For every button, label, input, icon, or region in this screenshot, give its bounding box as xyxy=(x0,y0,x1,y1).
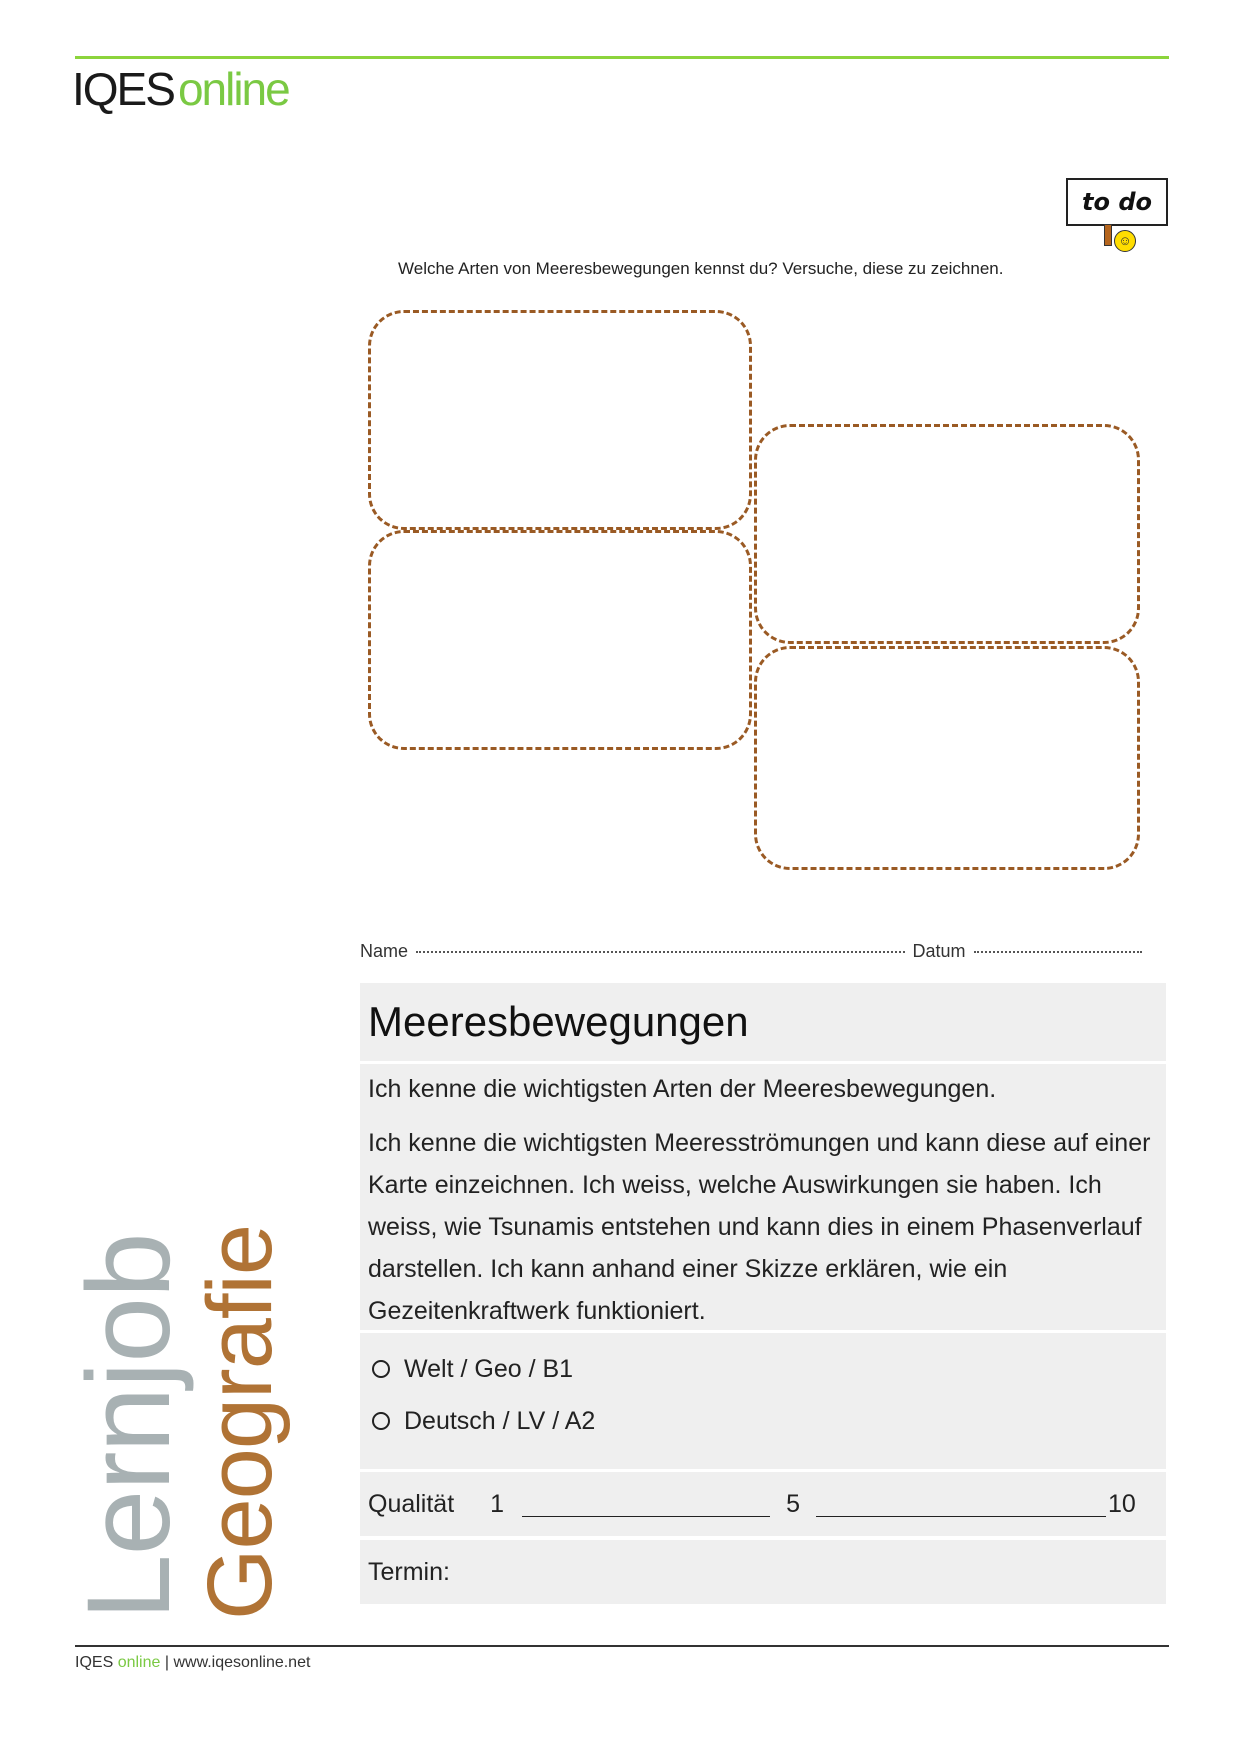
drawing-box-4[interactable] xyxy=(754,646,1140,870)
scale-line-right[interactable] xyxy=(816,1516,1106,1517)
drawing-box-3[interactable] xyxy=(754,424,1140,644)
footer-brand-accent: online xyxy=(117,1654,161,1671)
scale-line-left[interactable] xyxy=(522,1516,770,1517)
radio-circle-icon[interactable] xyxy=(372,1360,390,1378)
learning-goals xyxy=(360,1064,1166,1330)
header-rule xyxy=(75,56,1169,59)
footer-url[interactable]: www.iqesonline.net xyxy=(173,1654,311,1671)
name-field[interactable] xyxy=(416,951,905,953)
option-label: Deutsch / LV / A2 xyxy=(404,1406,596,1435)
name-date-row xyxy=(360,941,1150,962)
subject-options xyxy=(360,1333,1166,1469)
footer-brand: IQES xyxy=(75,1654,114,1671)
goal-1: Ich kenne die wichtigsten Arten der Meeresbewegungen. xyxy=(368,1075,997,1103)
termin-row xyxy=(360,1540,1166,1604)
radio-circle-icon[interactable] xyxy=(372,1412,390,1430)
smiley-icon: ☺ xyxy=(1114,230,1136,252)
scale-min: 1 xyxy=(490,1489,505,1518)
drawing-instruction: Welche Arten von Meeresbewegungen kennst du? Versuche, diese zu zeichnen. xyxy=(398,259,1004,278)
goal-2: Ich kenne die wichtigsten Meeresströmungen und kann diese auf einer Karte einzeichnen. Ich weiss, welche Auswirkungen sie haben. Ich weiss, wie Tsunamis entstehen und kann dies in einem Phasenverlauf darstellen. Ich kann anhand einer Skizze erklären, wie ein Gezeitenkraftwerk funktioniert. xyxy=(368,1129,1151,1325)
logo-main-text: IQES xyxy=(72,63,174,115)
logo-accent-text: online xyxy=(177,63,289,115)
sign-pole-icon xyxy=(1104,224,1112,246)
iqes-logo xyxy=(72,63,289,115)
footer-separator: | xyxy=(164,1654,169,1671)
side-title-lernjob: Lernjob xyxy=(63,1233,195,1620)
quality-scale xyxy=(360,1472,1166,1536)
name-label: Name xyxy=(360,941,409,961)
side-title xyxy=(63,1224,291,1620)
quality-label: Qualität xyxy=(368,1489,455,1518)
card-title: Meeresbewegungen xyxy=(360,983,1166,1061)
todo-sign-label: to do xyxy=(1066,178,1168,226)
drawing-box-1[interactable] xyxy=(368,310,752,530)
side-title-geografie: Geografie xyxy=(189,1224,291,1620)
date-field[interactable] xyxy=(974,951,1142,953)
date-label: Datum xyxy=(912,941,966,961)
option-item[interactable] xyxy=(368,1395,1166,1447)
option-item[interactable] xyxy=(368,1343,1166,1395)
scale-max: 10 xyxy=(1107,1489,1136,1518)
footer xyxy=(75,1654,310,1672)
termin-label: Termin: xyxy=(368,1558,450,1586)
scale-mid: 5 xyxy=(786,1489,800,1518)
drawing-box-2[interactable] xyxy=(368,530,752,750)
todo-sign xyxy=(1066,178,1168,250)
option-label: Welt / Geo / B1 xyxy=(404,1354,574,1383)
footer-rule xyxy=(75,1645,1169,1647)
